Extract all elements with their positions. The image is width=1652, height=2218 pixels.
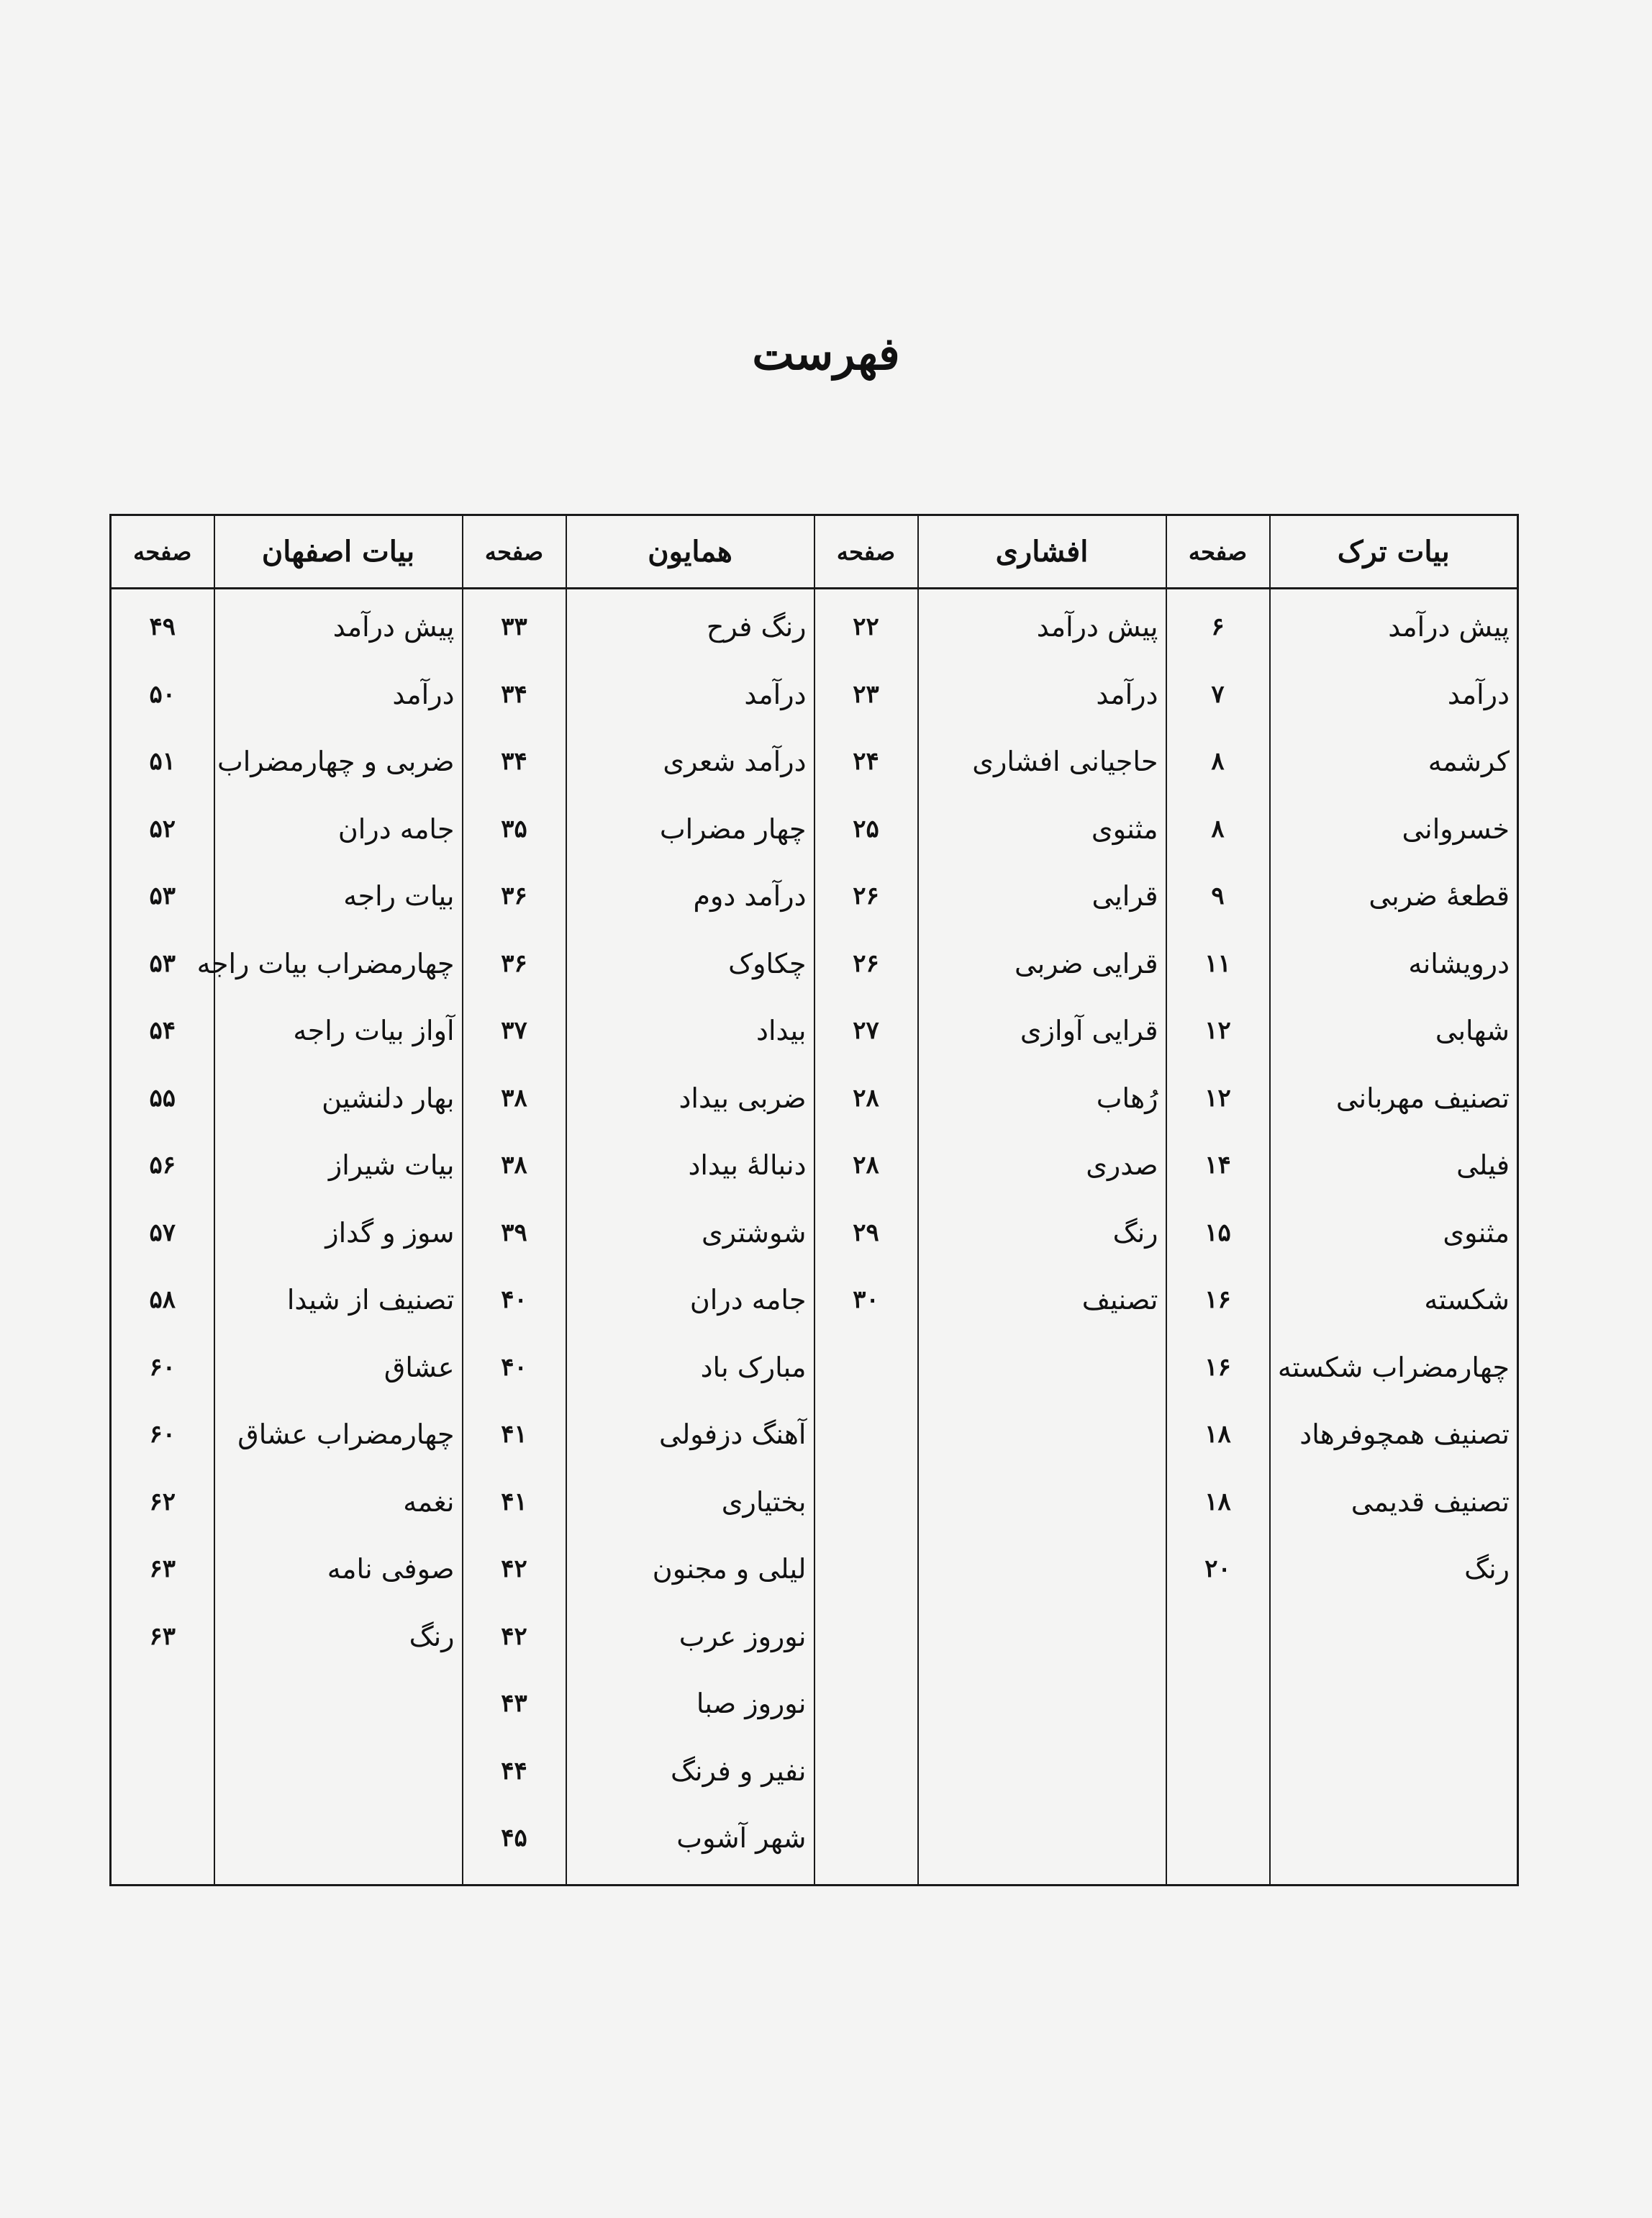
entry-title: قرایی	[1092, 880, 1158, 912]
entry-page-number: ۵۱	[149, 747, 176, 776]
entry-page-number: ۵۵	[149, 1083, 176, 1113]
entry-title: صدری	[1086, 1149, 1158, 1181]
entry-page-number: ۱۶	[1204, 1352, 1231, 1382]
entry-page-number: ۴۰	[501, 1285, 527, 1314]
entry-page-number: ۴۹	[149, 612, 176, 641]
entry-title: کرشمه	[1428, 746, 1510, 777]
contents-table	[109, 514, 1519, 1886]
entry-page-number: ۲۷	[853, 1016, 879, 1045]
entry-page-number: ۲۶	[853, 949, 879, 978]
page-column-heading: صفحه	[814, 515, 918, 589]
entry-page-number: ۱۵	[1204, 1218, 1231, 1247]
entry-page-number: ۴۱	[501, 1420, 527, 1449]
entry-page-number: ۶۲	[149, 1487, 176, 1516]
page-column-heading: صفحه	[1166, 515, 1270, 589]
entry-page-number: ۲۰	[1204, 1554, 1231, 1583]
entry-page-number: ۵۲	[149, 814, 176, 843]
section-names-cell	[196, 589, 463, 1886]
entry-title: مثنوی	[1443, 1216, 1510, 1249]
entry-title: بیات شیراز	[328, 1149, 455, 1181]
entry-page-list	[463, 589, 566, 1884]
entry-title: نوروز عرب	[678, 1620, 807, 1652]
entry-title: رنگ	[409, 1620, 455, 1652]
entry-page-number: ۳۹	[501, 1218, 527, 1247]
entry-page-number: ۳۸	[501, 1083, 527, 1113]
section-names-cell	[566, 589, 814, 1886]
entry-title: آهنگ دزفولی	[659, 1418, 807, 1450]
entry-page-number: ۶	[1211, 612, 1225, 641]
entry-title: ضربی بیداد	[678, 1082, 807, 1114]
entry-title: خسروانی	[1402, 812, 1510, 845]
entry-title: تصنیف	[1081, 1284, 1158, 1316]
table-header-row	[111, 515, 1518, 589]
entry-page-number: ۵۸	[149, 1285, 176, 1314]
entry-title: چهار مضراب	[659, 812, 807, 845]
entry-title: قطعهٔ ضربی	[1369, 880, 1510, 912]
entry-page-number: ۱۴	[1204, 1151, 1231, 1180]
section-heading: بیات ترک	[1270, 515, 1518, 589]
entry-title: شوشتری	[702, 1216, 807, 1249]
section-names-cell	[1270, 589, 1518, 1886]
entry-title: تصنیف از شیدا	[286, 1284, 455, 1316]
entry-page-number: ۲۴	[853, 747, 879, 776]
entry-title: بیات راجه	[343, 880, 455, 912]
entry-title: پیش درآمد	[1036, 611, 1158, 643]
entry-title: ضربی و چهارمضراب	[217, 746, 455, 777]
entry-page-number: ۱۸	[1204, 1487, 1231, 1516]
entry-title: لیلی و مجنون	[652, 1553, 807, 1585]
entry-page-number: ۳۵	[501, 814, 527, 843]
entry-title: چکاوک	[728, 947, 807, 979]
entry-page-number: ۵۷	[149, 1218, 176, 1247]
entry-page-number: ۳۴	[501, 747, 527, 776]
entry-title: رنگ فرح	[706, 611, 807, 643]
section-pages-cell	[1166, 589, 1270, 1886]
entry-page-number: ۳۶	[501, 882, 527, 910]
entry-title: شکسته	[1424, 1284, 1510, 1316]
entry-title: حاجیانی افشاری	[972, 746, 1158, 777]
entry-page-number: ۳۴	[501, 679, 527, 709]
section-pages-cell	[463, 589, 566, 1886]
entry-page-list	[112, 589, 214, 1682]
entry-title: درآمد	[392, 678, 455, 710]
entry-title: درآمد	[1447, 678, 1510, 710]
entry-title: درآمد شعری	[663, 746, 807, 777]
entry-title: درآمد دوم	[693, 880, 807, 912]
entry-page-number: ۵۴	[149, 1016, 176, 1045]
entry-title: نفیر و فرنگ	[671, 1755, 807, 1787]
entry-page-number: ۵۶	[149, 1151, 176, 1180]
entry-title: رنگ	[1112, 1216, 1158, 1249]
section-heading: بیات اصفهان	[214, 515, 463, 589]
entry-title: جامه دران	[689, 1284, 807, 1316]
entry-title: درویشانه	[1408, 947, 1510, 979]
entry-title: بختیاری	[721, 1485, 807, 1518]
entry-page-number: ۲۸	[853, 1151, 879, 1180]
entry-title: تصنیف قدیمی	[1351, 1485, 1510, 1518]
entry-name-list	[1271, 589, 1517, 1615]
entry-page-number: ۴۰	[501, 1352, 527, 1382]
entry-page-list	[815, 589, 917, 1346]
entry-title: جامه دران	[337, 812, 455, 845]
entry-title: چهارمضراب شکسته	[1277, 1351, 1510, 1383]
entry-title: مبارک باد	[700, 1351, 807, 1383]
entry-page-number: ۵۰	[149, 679, 176, 709]
entry-title: چهارمضراب عشاق	[237, 1418, 455, 1450]
entry-title: سوز و گداز	[325, 1216, 455, 1249]
entry-title: نوروز صبا	[696, 1688, 807, 1719]
entry-page-number: ۴۴	[501, 1756, 527, 1785]
entry-page-number: ۴۳	[501, 1689, 527, 1718]
entry-page-number: ۶۳	[149, 1554, 176, 1583]
entry-page-number: ۴۲	[501, 1554, 527, 1583]
entry-page-number: ۲۲	[853, 612, 879, 641]
section-names-cell	[918, 589, 1166, 1886]
entry-page-number: ۳۳	[501, 612, 527, 641]
section-heading: همایون	[566, 515, 814, 589]
page-column-heading: صفحه	[111, 515, 214, 589]
entry-title: درآمد	[744, 678, 807, 710]
entry-page-number: ۵۳	[149, 882, 176, 910]
entry-title: چهارمضراب بیات راجه	[196, 947, 455, 979]
entry-page-number: ۲۸	[853, 1083, 879, 1113]
entry-page-number: ۱۲	[1204, 1083, 1231, 1113]
entry-page-number: ۴۱	[501, 1487, 527, 1516]
entry-title: شهابی	[1435, 1015, 1510, 1046]
entry-page-number: ۲۳	[853, 679, 879, 709]
entry-page-number: ۳۸	[501, 1151, 527, 1180]
entry-title: بیداد	[756, 1015, 807, 1046]
entry-page-number: ۶۰	[149, 1352, 176, 1382]
entry-name-list	[196, 589, 462, 1682]
entry-page-number: ۶۳	[149, 1621, 176, 1651]
page-title: فهرست	[752, 327, 900, 380]
section-pages-cell	[111, 589, 214, 1886]
entry-page-number: ۱۶	[1204, 1285, 1231, 1314]
entry-title: درآمد	[1096, 678, 1158, 710]
entry-title: رنگ	[1464, 1553, 1510, 1585]
entry-title: بهار دلنشین	[322, 1082, 455, 1114]
entry-title: تصنیف مهربانی	[1335, 1082, 1510, 1114]
table-body-row	[111, 589, 1518, 1886]
entry-title: تصنیف همچوفرهاد	[1299, 1418, 1510, 1450]
entry-page-number: ۱۸	[1204, 1420, 1231, 1449]
page-column-heading: صفحه	[463, 515, 566, 589]
entry-page-number: ۶۰	[149, 1420, 176, 1449]
section-pages-cell	[814, 589, 918, 1886]
entry-page-number: ۳۷	[501, 1016, 527, 1045]
entry-page-number: ۱۲	[1204, 1016, 1231, 1045]
entry-page-number: ۳۶	[501, 949, 527, 978]
entry-title: پیش درآمد	[332, 611, 455, 643]
entry-title: قرایی ضربی	[1015, 947, 1158, 979]
entry-title: شهر آشوب	[676, 1822, 807, 1854]
entry-page-list	[1167, 589, 1269, 1615]
entry-title: فیلی	[1456, 1149, 1510, 1181]
entry-page-number: ۷	[1211, 679, 1225, 709]
entry-page-number: ۵۳	[149, 949, 176, 978]
entry-page-number: ۱۱	[1204, 949, 1231, 978]
entry-page-number: ۲۹	[853, 1218, 879, 1247]
entry-title: صوفی نامه	[327, 1553, 455, 1585]
entry-title: مثنوی	[1091, 812, 1158, 845]
entry-title: دنبالهٔ بیداد	[688, 1149, 807, 1181]
entry-title: رُهاب	[1096, 1082, 1158, 1114]
entry-page-number: ۳۰	[853, 1285, 879, 1314]
entry-title: نغمه	[403, 1485, 455, 1518]
entry-title: آواز بیات راجه	[293, 1015, 455, 1046]
entry-page-number: ۲۵	[853, 814, 879, 843]
entry-page-number: ۹	[1211, 882, 1225, 910]
entry-page-number: ۴۵	[501, 1824, 527, 1852]
entry-title: پیش درآمد	[1388, 611, 1510, 643]
entry-title: قرایی آوازی	[1020, 1015, 1158, 1046]
entry-page-number: ۴۲	[501, 1621, 527, 1651]
entry-title: عشاق	[384, 1351, 455, 1383]
entry-page-number: ۸	[1211, 747, 1225, 776]
entry-page-number: ۲۶	[853, 882, 879, 910]
entry-name-list	[919, 589, 1166, 1346]
entry-name-list	[567, 589, 814, 1884]
section-heading: افشاری	[918, 515, 1166, 589]
entry-page-number: ۸	[1211, 814, 1225, 843]
